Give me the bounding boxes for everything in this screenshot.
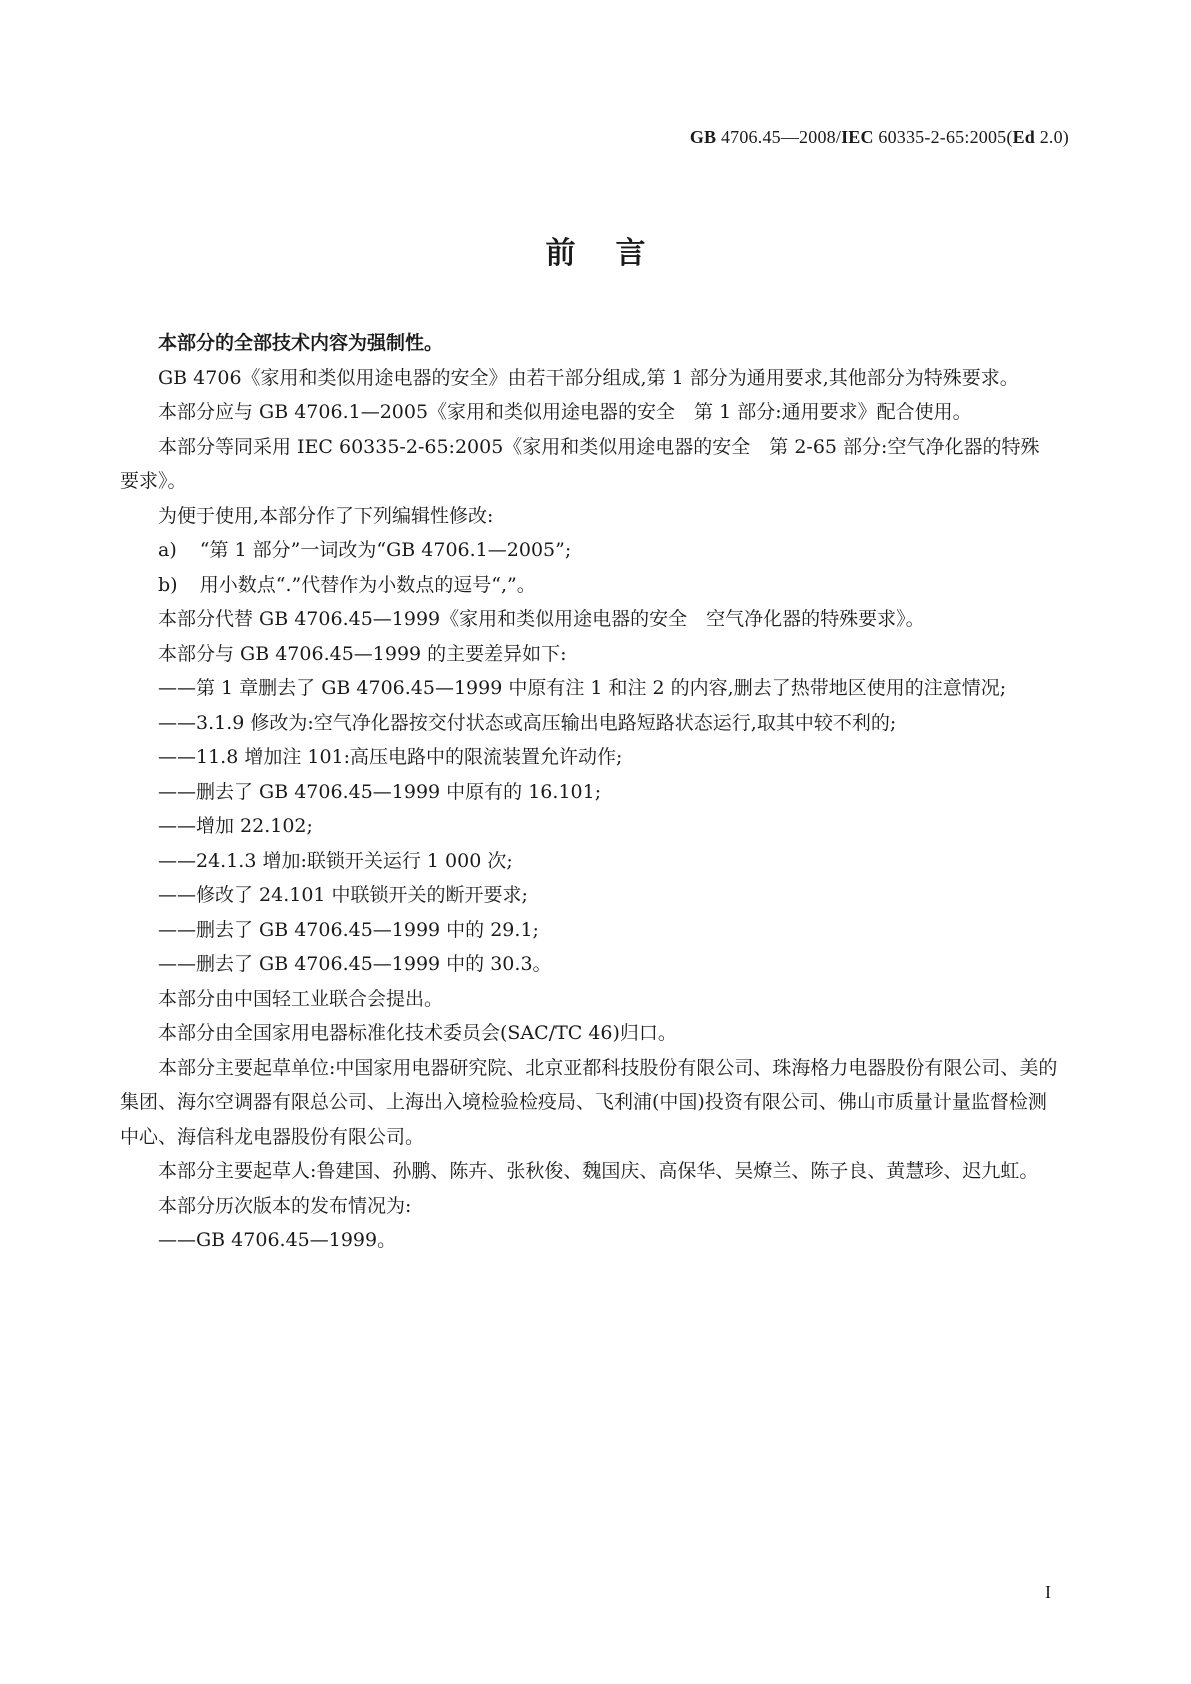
paragraph-structure: GB 4706《家用和类似用途电器的安全》由若干部分组成,第 1 部分为通用要求,其他部分为特殊要求。 xyxy=(158,366,1019,389)
paragraph-differences-intro: 本部分与 GB 4706.45—1999 的主要差异如下: xyxy=(158,642,567,665)
difference-text: 删去了 GB 4706.45—1999 中原有的 16.101; xyxy=(196,780,602,803)
paragraph-proposed-by: 本部分由中国轻工业联合会提出。 xyxy=(158,987,444,1010)
paragraph-replaces: 本部分代替 GB 4706.45—1999《家用和类似用途电器的安全 空气净化器的特殊要求》。 xyxy=(158,608,925,630)
dash-marker: —— xyxy=(158,849,196,872)
difference-item xyxy=(120,878,1058,913)
dash-marker: —— xyxy=(158,780,196,803)
foreword-body xyxy=(120,326,1058,1258)
difference-text: 第 1 章删去了 GB 4706.45—1999 中原有注 1 和注 2 的内容,删去了热带地区使用的注意情况; xyxy=(196,677,1007,699)
dash-marker: —— xyxy=(158,677,196,699)
paragraph-usage: 本部分应与 GB 4706.1—2005《家用和类似用途电器的安全 第 1 部分:通用要求》配合使用。 xyxy=(158,401,972,423)
difference-text: 增加 22.102; xyxy=(196,815,313,837)
list-marker: a) xyxy=(158,539,177,561)
mandatory-statement: 本部分的全部技术内容为强制性。 xyxy=(158,332,444,354)
header-number: 4706.45—2008/ xyxy=(716,127,842,147)
paragraph-drafters: 本部分主要起草人:鲁建国、孙鹏、陈卉、张秋俊、魏国庆、高保华、吴燎兰、陈子良、黄慧珍、迟九虹。 xyxy=(158,1160,1039,1182)
header-iec: IEC xyxy=(841,127,874,147)
page-number: I xyxy=(1045,1582,1051,1602)
difference-text: 24.1.3 增加:联锁开关运行 1 000 次; xyxy=(196,849,513,872)
difference-text: 11.8 增加注 101:高压电路中的限流装置允许动作; xyxy=(196,746,623,768)
dash-marker: —— xyxy=(158,815,196,837)
dash-marker: —— xyxy=(158,918,196,941)
dash-marker: —— xyxy=(158,884,196,906)
paragraph-history-intro: 本部分历次版本的发布情况为: xyxy=(158,1194,412,1217)
edit-item-a xyxy=(120,533,1058,568)
dash-marker: —— xyxy=(158,711,196,734)
difference-item xyxy=(120,947,1058,982)
paragraph-managed-by: 本部分由全国家用电器标准化技术委员会(SAC/TC 46)归口。 xyxy=(158,1022,677,1044)
list-marker: b) xyxy=(158,573,178,596)
difference-item xyxy=(120,913,1058,948)
difference-item xyxy=(120,740,1058,775)
difference-item xyxy=(120,671,1058,706)
list-text: 用小数点“.”代替作为小数点的逗号“,”。 xyxy=(199,573,536,596)
difference-text: 删去了 GB 4706.45—1999 中的 30.3。 xyxy=(196,953,552,975)
difference-text: 3.1.9 修改为:空气净化器按交付状态或高压输出电路短路状态运行,取其中较不利的; xyxy=(196,711,897,734)
list-text: “第 1 部分”一词改为“GB 4706.1—2005”; xyxy=(199,539,572,561)
header-iec-number: 60335-2-65:2005( xyxy=(873,127,1013,147)
difference-item xyxy=(120,809,1058,844)
dash-marker: —— xyxy=(158,953,196,975)
header-ed: Ed xyxy=(1012,127,1035,147)
difference-item xyxy=(120,706,1058,741)
paragraph-drafting-units: 本部分主要起草单位:中国家用电器研究院、北京亚都科技股份有限公司、珠海格力电器股份有限公司、美的集团、海尔空调器有限总公司、上海出入境检验检疫局、飞利浦(中国)投资有限公司、佛山市质量计量监督检测中心、海信科龙电器股份有限公司。 xyxy=(120,1056,1058,1148)
page-title: 前言 xyxy=(545,236,686,271)
edit-item-b xyxy=(120,568,1058,603)
difference-item xyxy=(120,844,1058,879)
difference-text: 修改了 24.101 中联锁开关的断开要求; xyxy=(196,884,528,906)
history-text: GB 4706.45—1999。 xyxy=(196,1229,397,1251)
difference-text: 删去了 GB 4706.45—1999 中的 29.1; xyxy=(196,918,539,941)
difference-item xyxy=(120,775,1058,810)
dash-marker: —— xyxy=(158,1229,196,1251)
history-item xyxy=(120,1223,1058,1258)
header-gb: GB xyxy=(689,127,717,147)
paragraph-adoption: 本部分等同采用 IEC 60335-2-65:2005《家用和类似用途电器的安全 第 2-65 部分:空气净化器的特殊要求》。 xyxy=(120,435,1040,492)
standard-number-header xyxy=(690,127,1069,148)
paragraph-edits-intro: 为便于使用,本部分作了下列编辑性修改: xyxy=(158,504,494,527)
dash-marker: —— xyxy=(158,746,196,768)
header-edition: 2.0) xyxy=(1035,127,1069,147)
